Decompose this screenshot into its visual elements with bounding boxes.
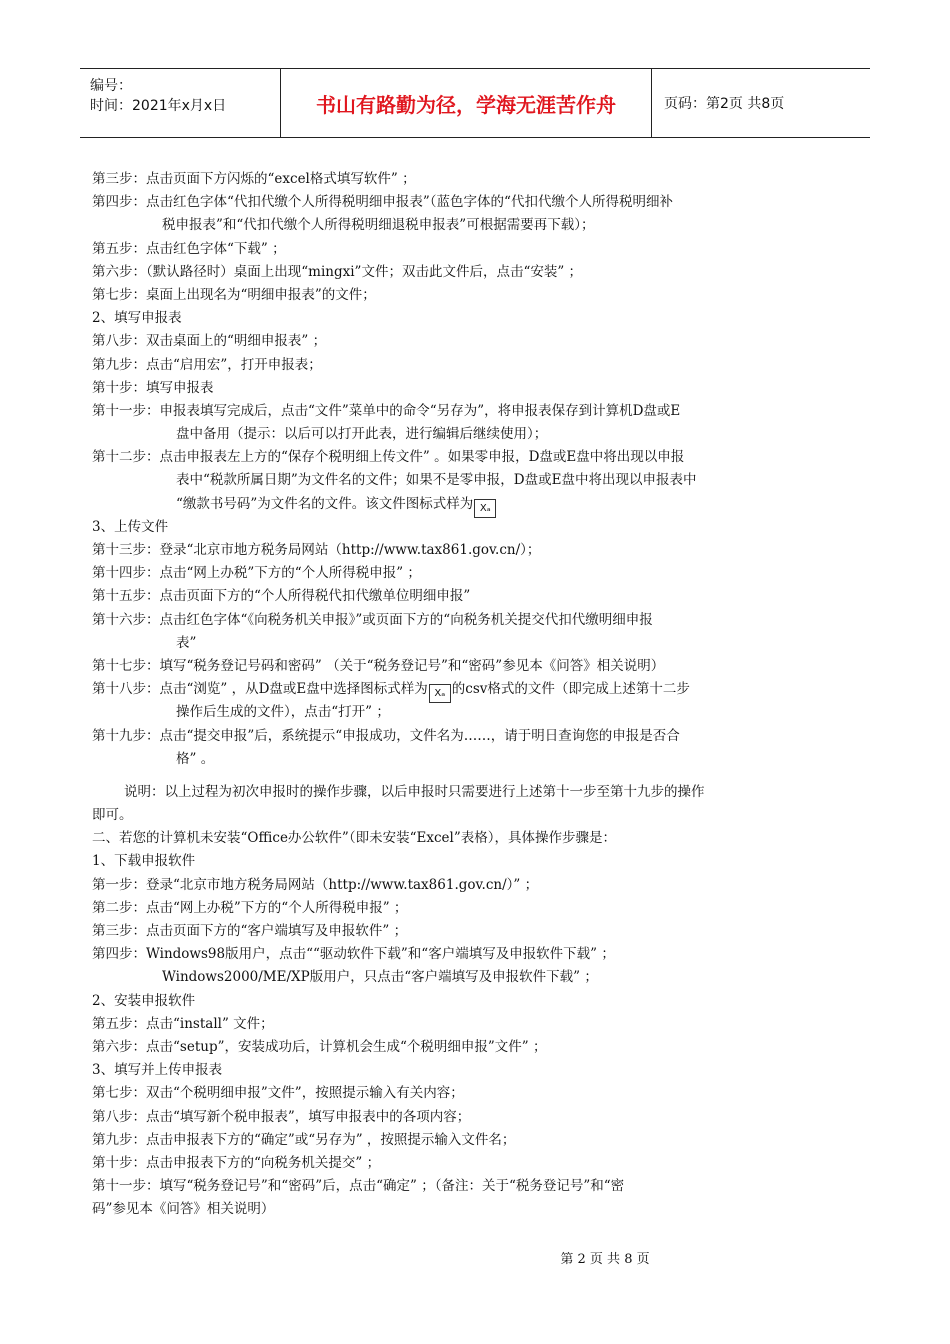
text-line: 第七步：双击“个税明细申报”文件”，按照提示输入有关内容； xyxy=(92,1085,464,1102)
text-line: 第六步：（默认路径时）桌面上出现“mingxi”文件；双击此文件后，点击“安装” ； xyxy=(92,263,583,280)
text-line: 第四步：点击红色字体“代扣代缴个人所得税明细申报表”（蓝色字体的“代扣代缴个人所得税明细补 xyxy=(92,194,673,211)
text-line: 第十一步：填写“税务登记号”和“密码”后，点击“确定” ；（备注：关于“税务登记号”和“密 xyxy=(92,1178,625,1195)
section-heading: 二、若您的计算机未安装“Office办公软件”（即未安装“Excel”表格），具体操作步骤是： xyxy=(92,830,616,847)
text-line: 第五步：点击红色字体“下载” ； xyxy=(92,240,286,257)
text-line: 第九步：点击“启用宏”，打开申报表； xyxy=(92,356,322,373)
text-line: 盘中备用（提示：以后可以打开此表，进行编辑后继续使用）； xyxy=(176,426,548,443)
section-heading: 3、填写并上传申报表 xyxy=(92,1062,223,1079)
excel-file-icon: Xₐ xyxy=(474,499,496,518)
text-line: 第十一步：申报表填写完成后，点击“文件”菜单中的命令“另存为”，将申报表保存到计算机D盘或E xyxy=(92,402,681,419)
page-number: 第 2 页 共 8 页 xyxy=(560,1252,650,1267)
text-line: 第八步：点击“填写新个税申报表”，填写申报表中的各项内容； xyxy=(92,1108,471,1125)
section-heading: 2、填写申报表 xyxy=(92,310,182,327)
text-line: 码”参见本《问答》相关说明） xyxy=(92,1201,275,1218)
document-body xyxy=(92,168,860,1221)
section-heading: 2、安装申报软件 xyxy=(92,992,196,1009)
text-line: 第一步：登录“北京市地方税务局网站（http://www.tax861.gov.cn/）” ； xyxy=(92,876,539,893)
text-line: “缴款书号码”为文件名的文件。该文件图标式样为 Xₐ xyxy=(92,493,860,516)
text-line: 第四步：Windows98版用户，点击““驱动软件下载”和“客户端填写及申报软件下载” ； xyxy=(92,946,615,963)
note-line: 说明：以上过程为初次申报时的操作步骤，以后申报时只需要进行上述第十一步至第十九步的操作 xyxy=(124,783,705,800)
text-line: 表中“税款所属日期”为文件名的文件；如果不是零申报，D盘或E盘中将出现以申报表中 xyxy=(176,472,697,489)
text-line: 第二步：点击“网上办税”下方的“个人所得税申报” ； xyxy=(92,899,408,916)
text-line: 第十九步：点击“提交申报”后，系统提示“申报成功，文件名为……，请于明日查询您的申报是否合 xyxy=(92,727,680,744)
section-heading: 3、上传文件 xyxy=(92,518,169,535)
text-line: 表” xyxy=(176,634,197,651)
excel-file-icon: Xₐ xyxy=(429,684,451,703)
section-heading: 1、下载申报软件 xyxy=(92,853,196,870)
text-line: 第三步：点击页面下方闪烁的“excel格式填写软件” ； xyxy=(92,171,416,187)
text-line: 第九步：点击申报表下方的“确定”或“另存为” ，按照提示输入文件名； xyxy=(92,1131,516,1148)
text-line: 第十二步：点击申报表左上方的“保存个税明细上传文件” 。如果零申报，D盘或E盘中将出现以申报 xyxy=(92,449,685,466)
header-slogan: 书山有路勤为径，学海无涯苦作舟 xyxy=(281,69,652,137)
text-line: 第六步：点击“setup”，安装成功后，计算机会生成“个税明细申报”文件” ； xyxy=(92,1038,547,1055)
text-line: 格” 。 xyxy=(176,750,215,767)
header-meta xyxy=(80,69,281,137)
page-footer xyxy=(0,1248,950,1267)
text-line: 税申报表”和“代扣代缴个人所得税明细退税申报表”可根据需要再下载）； xyxy=(162,217,595,234)
text-line: 第三步：点击页面下方的“客户端填写及申报软件” ； xyxy=(92,923,408,939)
text-line: 第十三步：登录“北京市地方税务局网站（http://www.tax861.gov.cn/）； xyxy=(92,542,541,558)
text-line: 第十四步：点击“网上办税”下方的“个人所得税申报” ； xyxy=(92,565,421,582)
text-line: 即可。 xyxy=(92,807,133,824)
document-date: 时间：2021年x月x日 xyxy=(90,98,227,114)
text-line: 第十八步：点击“浏览” ，从D盘或E盘中选择图标式样为 Xₐ 的csv格式的文件（即完成上述第十二步 xyxy=(92,678,860,701)
text-line: 第十六步：点击红色字体“《向税务机关申报》”或页面下方的“向税务机关提交代扣代缴明细申报 xyxy=(92,611,653,628)
text-line: 第八步：双击桌面上的“明细申报表” ； xyxy=(92,333,327,350)
text-line: 第十五步：点击页面下方的“个人所得税代扣代缴单位明细申报” xyxy=(92,588,471,605)
text-line: 第十七步：填写“税务登记号码和密码” （关于“税务登记号”和“密码”参见本《问答》相关说明） xyxy=(92,657,665,674)
text-line: 第七步：桌面上出现名为“明细申报表”的文件； xyxy=(92,286,376,303)
text-line: 第五步：点击“install” 文件； xyxy=(92,1015,274,1032)
header-page-info: 页码：第2页 共8页 xyxy=(664,96,785,112)
text-line: 操作后生成的文件），点击“打开” ； xyxy=(176,704,390,721)
text-line: Windows2000/ME/XP版用户，只点击“客户端填写及申报软件下载” ； xyxy=(162,969,598,986)
document-number-label: 编号： xyxy=(90,78,132,94)
text-line: 第十步：填写申报表 xyxy=(92,379,214,396)
text-line: 第十步：点击申报表下方的“向税务机关提交” ； xyxy=(92,1154,381,1171)
page-header xyxy=(80,68,870,138)
